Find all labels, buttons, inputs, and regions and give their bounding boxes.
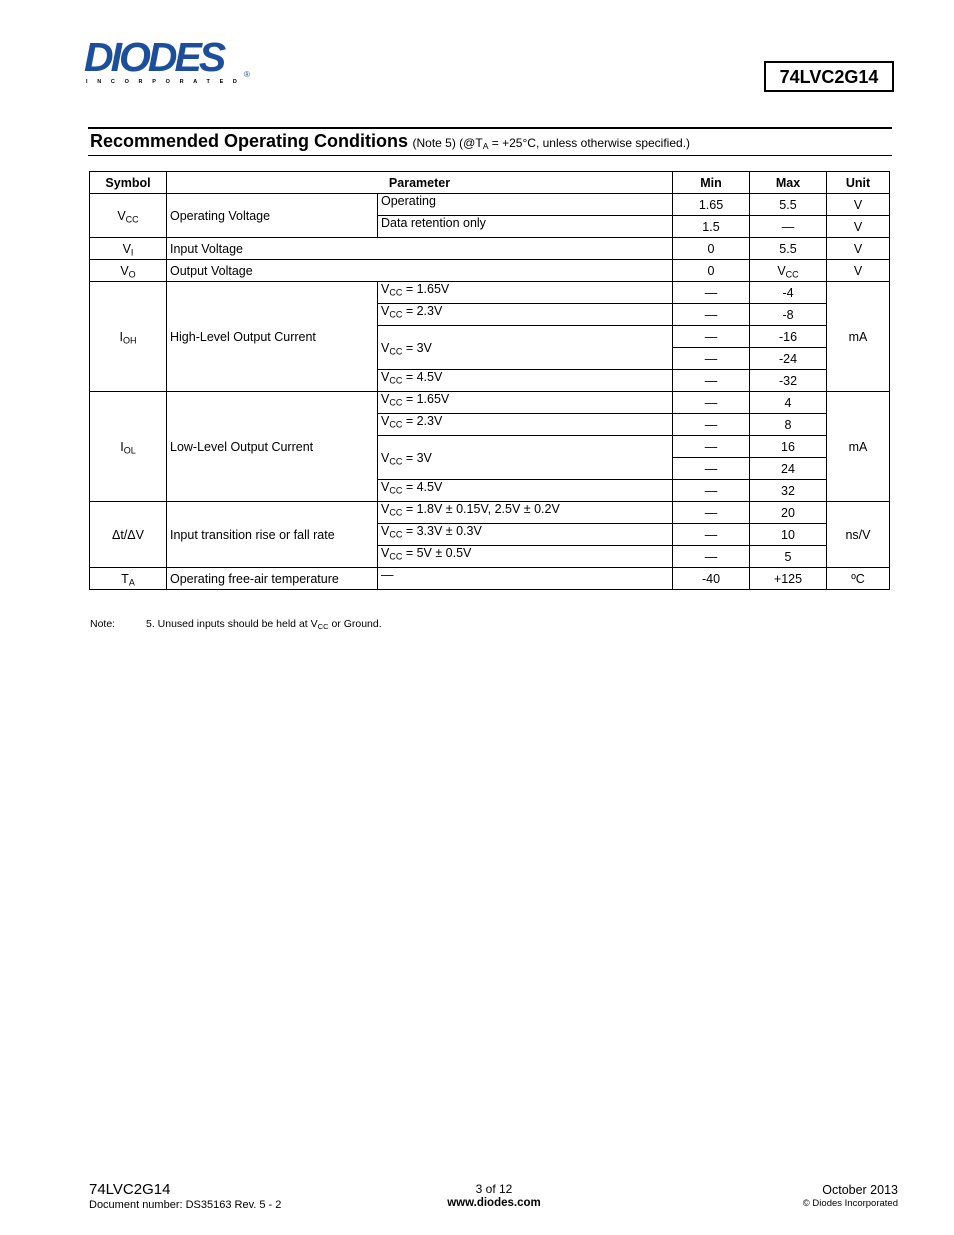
min-value: — bbox=[673, 436, 750, 458]
unit-iol: mA bbox=[827, 392, 890, 502]
max-value: 8 bbox=[750, 414, 827, 436]
header-max: Max bbox=[750, 172, 827, 194]
operating-conditions-table bbox=[89, 171, 890, 590]
symbol-vo: $V_O$ bbox=[90, 260, 167, 282]
unit-value: V bbox=[827, 260, 890, 282]
footer-part-number: 74LVC2G14 bbox=[89, 1181, 171, 1198]
param-operating-voltage: Operating Voltage bbox=[167, 194, 378, 238]
cond-iol-4: $V_{CC} = 4.5V$ bbox=[378, 480, 673, 502]
footer-center bbox=[394, 1182, 594, 1209]
unit-value: V bbox=[827, 216, 890, 238]
max-value: $V_{CC}$ bbox=[750, 260, 827, 282]
table-row bbox=[90, 392, 890, 414]
min-value: — bbox=[673, 480, 750, 502]
section-top-rule bbox=[88, 127, 892, 129]
table-row bbox=[90, 194, 890, 216]
min-value: — bbox=[673, 414, 750, 436]
param-input-transition-rate: Input transition rise or fall rate bbox=[167, 502, 378, 568]
table-header-row bbox=[90, 172, 890, 194]
header-symbol: Symbol bbox=[90, 172, 167, 194]
cond-dtdv-3: $V_{CC} = 5V \pm 0.5V$ bbox=[378, 546, 673, 568]
footer-url[interactable]: www.diodes.com bbox=[447, 1197, 541, 1209]
section-bottom-rule bbox=[88, 155, 892, 156]
max-value: -32 bbox=[750, 370, 827, 392]
symbol-ioh: $I_{OH}$ bbox=[90, 282, 167, 392]
max-value: — bbox=[750, 216, 827, 238]
table-row bbox=[90, 568, 890, 590]
note-text: 5. Unused inputs should be held at $V_{CC}$ or Ground. bbox=[146, 618, 382, 631]
min-value: — bbox=[673, 348, 750, 370]
min-value: — bbox=[673, 524, 750, 546]
param-high-level-output-current: High-Level Output Current bbox=[167, 282, 378, 392]
max-value: -4 bbox=[750, 282, 827, 304]
symbol-ta: $T_A$ bbox=[90, 568, 167, 590]
min-value: -40 bbox=[673, 568, 750, 590]
max-value: 4 bbox=[750, 392, 827, 414]
max-value: -8 bbox=[750, 304, 827, 326]
min-value: 0 bbox=[673, 260, 750, 282]
cond-ioh-2: $V_{CC} = 2.3V$ bbox=[378, 304, 673, 326]
cond-iol-3: $V_{CC} = 3V$ bbox=[378, 436, 673, 480]
unit-value: V bbox=[827, 238, 890, 260]
header-unit: Unit bbox=[827, 172, 890, 194]
min-value: — bbox=[673, 546, 750, 568]
section-heading bbox=[90, 131, 690, 152]
max-value: 5.5 bbox=[750, 238, 827, 260]
cond-dtdv-1: $V_{CC} = 1.8V \pm 0.15V$, 2.5V ± 0.2V bbox=[378, 502, 673, 524]
logo-subtitle: INCORPORATED bbox=[86, 79, 247, 85]
part-number-box: 74LVC2G14 bbox=[764, 61, 894, 92]
max-value: 32 bbox=[750, 480, 827, 502]
symbol-vcc: $V_{CC}$ bbox=[90, 194, 167, 238]
unit-dt-dv: ns/V bbox=[827, 502, 890, 568]
min-value: 1.65 bbox=[673, 194, 750, 216]
cond-operating: Operating bbox=[378, 194, 673, 216]
min-value: 1.5 bbox=[673, 216, 750, 238]
max-value: +125 bbox=[750, 568, 827, 590]
footer-page-number: 3 of 12 bbox=[475, 1182, 513, 1196]
cond-data-retention: Data retention only bbox=[378, 216, 673, 238]
symbol-vi: $V_I$ bbox=[90, 238, 167, 260]
section-title: Recommended Operating Conditions bbox=[90, 131, 409, 151]
table-row bbox=[90, 238, 890, 260]
cond-dtdv-2: $V_{CC} = 3.3V \pm 0.3V$ bbox=[378, 524, 673, 546]
min-value: 0 bbox=[673, 238, 750, 260]
header-min: Min bbox=[673, 172, 750, 194]
max-value: -24 bbox=[750, 348, 827, 370]
section-condition: (Note 5) ($@T_A = +25^\circ C$, unless otherwise specified.) bbox=[412, 136, 691, 152]
diodes-logo bbox=[84, 34, 256, 89]
unit-ioh: mA bbox=[827, 282, 890, 392]
min-value: — bbox=[673, 304, 750, 326]
min-value: — bbox=[673, 370, 750, 392]
table-row bbox=[90, 502, 890, 524]
table-note bbox=[90, 618, 382, 630]
logo-registered-mark: ® bbox=[244, 70, 250, 79]
max-value: 5 bbox=[750, 546, 827, 568]
footer-left bbox=[89, 1181, 281, 1211]
cond-ta: — bbox=[378, 568, 673, 590]
unit-value: V bbox=[827, 194, 890, 216]
max-value: 16 bbox=[750, 436, 827, 458]
param-output-voltage: Output Voltage bbox=[167, 260, 673, 282]
max-value: 10 bbox=[750, 524, 827, 546]
min-value: — bbox=[673, 282, 750, 304]
cond-iol-2: $V_{CC} = 2.3V$ bbox=[378, 414, 673, 436]
note-label: Note: bbox=[90, 618, 116, 630]
symbol-iol: $I_{OL}$ bbox=[90, 392, 167, 502]
min-value: — bbox=[673, 502, 750, 524]
footer-document-number: Document number: DS35163 Rev. 5 - 2 bbox=[89, 1199, 282, 1211]
cond-ioh-4: $V_{CC} = 4.5V$ bbox=[378, 370, 673, 392]
param-low-level-output-current: Low-Level Output Current bbox=[167, 392, 378, 502]
cond-ioh-1: $V_{CC} = 1.65V$ bbox=[378, 282, 673, 304]
logo-wordmark: DIODES bbox=[84, 34, 224, 80]
max-value: 24 bbox=[750, 458, 827, 480]
table-row bbox=[90, 260, 890, 282]
footer-copyright: © Diodes Incorporated bbox=[802, 1198, 898, 1209]
cond-ioh-3: $V_{CC} = 3V$ bbox=[378, 326, 673, 370]
min-value: — bbox=[673, 326, 750, 348]
header-parameter: Parameter bbox=[167, 172, 673, 194]
symbol-dt-dv: Δt/ΔV bbox=[90, 502, 167, 568]
min-value: — bbox=[673, 458, 750, 480]
footer-right bbox=[803, 1183, 898, 1209]
param-input-voltage: Input Voltage bbox=[167, 238, 673, 260]
footer-date: October 2013 bbox=[822, 1183, 898, 1197]
max-value: 20 bbox=[750, 502, 827, 524]
table-row bbox=[90, 282, 890, 304]
cond-iol-1: $V_{CC} = 1.65V$ bbox=[378, 392, 673, 414]
min-value: — bbox=[673, 392, 750, 414]
param-operating-temperature: Operating free-air temperature bbox=[167, 568, 378, 590]
max-value: -16 bbox=[750, 326, 827, 348]
max-value: 5.5 bbox=[750, 194, 827, 216]
unit-value: ºC bbox=[827, 568, 890, 590]
